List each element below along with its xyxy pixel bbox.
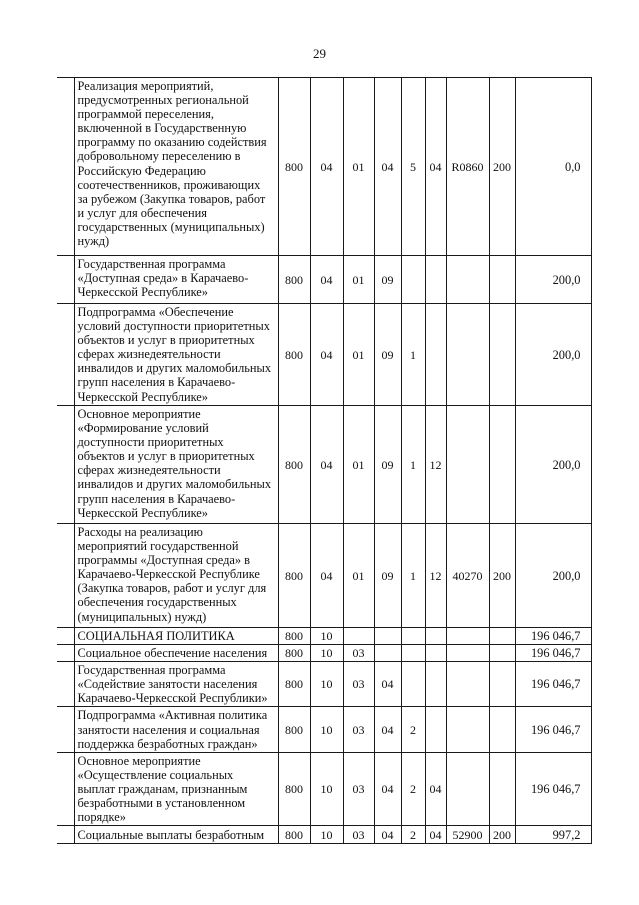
row-code-c7 [446,645,489,662]
table-row [57,645,591,662]
row-code-c8: 200 [489,524,515,628]
row-code-c1: 800 [278,662,310,707]
row-name: Государственная программа «Доступная среда» в Карачаево- Черкесской Республике» [74,256,278,304]
row-code-c3: 03 [343,707,374,752]
row-code-c8: 200 [489,78,515,256]
row-code-c2: 04 [310,304,343,406]
row-name: Подпрограмма «Обеспечение условий доступности приоритетных объектов и услуг в приоритетных сферах жизнедеятельности инвалидов и других маломобильных групп населения в Карачаево- Черкесской Республике» [74,304,278,406]
table-row [57,628,591,645]
row-code-c5 [401,645,425,662]
budget-table [57,77,592,844]
row-amount: 196 046,7 [515,662,591,707]
row-code-c5 [401,256,425,304]
row-name: Социальные выплаты безработным [74,826,278,844]
row-margin-cell [57,256,74,304]
row-code-c6: 04 [425,826,446,844]
row-code-c4 [374,628,401,645]
row-code-c6 [425,707,446,752]
table-row [57,752,591,825]
row-code-c3: 01 [343,304,374,406]
row-code-c7 [446,707,489,752]
row-code-c3: 03 [343,826,374,844]
row-code-c2: 04 [310,256,343,304]
row-code-c2: 10 [310,826,343,844]
row-margin-cell [57,78,74,256]
row-code-c6 [425,662,446,707]
row-amount: 196 046,7 [515,645,591,662]
row-margin-cell [57,752,74,825]
row-code-c1: 800 [278,406,310,524]
row-name: Основное мероприятие «Формирование условий доступности приоритетных объектов и услуг в приоритетных сферах жизнедеятельности инвалидов и других маломобильных групп населения в Карачаево- Черкесской Республике» [74,406,278,524]
row-amount: 196 046,7 [515,628,591,645]
row-code-c4: 04 [374,707,401,752]
row-code-c7: R0860 [446,78,489,256]
row-amount: 200,0 [515,256,591,304]
row-code-c1: 800 [278,645,310,662]
row-code-c8 [489,406,515,524]
row-amount: 200,0 [515,304,591,406]
row-code-c7 [446,406,489,524]
row-code-c2: 04 [310,78,343,256]
row-code-c1: 800 [278,78,310,256]
row-code-c5: 1 [401,524,425,628]
row-code-c3: 03 [343,662,374,707]
row-code-c1: 800 [278,752,310,825]
row-margin-cell [57,524,74,628]
row-code-c3 [343,628,374,645]
row-code-c4 [374,645,401,662]
row-margin-cell [57,628,74,645]
row-code-c2: 04 [310,524,343,628]
row-code-c8 [489,304,515,406]
table-row [57,304,591,406]
row-code-c2: 10 [310,628,343,645]
table-row [57,406,591,524]
row-code-c4: 09 [374,256,401,304]
table-row [57,662,591,707]
row-name: СОЦИАЛЬНАЯ ПОЛИТИКА [74,628,278,645]
row-code-c8 [489,707,515,752]
row-name: Подпрограмма «Активная политика занятости населения и социальная поддержка безработных граждан» [74,707,278,752]
row-name: Реализация мероприятий, предусмотренных региональной программой переселения, включенной в Государственную программу по оказанию содействия добровольному переселению в Российскую Федерацию соотечественников, проживающих за рубежом (Закупка товаров, работ и услуг для обеспечения государственных (муниципальных) нужд) [74,78,278,256]
row-amount: 200,0 [515,406,591,524]
row-amount: 196 046,7 [515,707,591,752]
row-code-c1: 800 [278,304,310,406]
row-code-c5 [401,628,425,645]
row-code-c8 [489,628,515,645]
row-code-c4: 09 [374,524,401,628]
row-code-c4: 04 [374,662,401,707]
row-code-c2: 10 [310,645,343,662]
row-code-c5: 2 [401,826,425,844]
row-code-c6: 12 [425,524,446,628]
row-code-c7: 52900 [446,826,489,844]
row-code-c8: 200 [489,826,515,844]
row-code-c3: 01 [343,78,374,256]
row-code-c1: 800 [278,628,310,645]
row-code-c8 [489,645,515,662]
row-code-c4: 04 [374,78,401,256]
row-code-c2: 04 [310,406,343,524]
row-code-c2: 10 [310,707,343,752]
row-code-c6 [425,304,446,406]
row-code-c4: 04 [374,752,401,825]
row-code-c7 [446,662,489,707]
row-code-c4: 04 [374,826,401,844]
row-code-c7 [446,304,489,406]
row-code-c7 [446,256,489,304]
row-margin-cell [57,406,74,524]
row-amount: 200,0 [515,524,591,628]
row-code-c1: 800 [278,707,310,752]
row-margin-cell [57,826,74,844]
row-code-c8 [489,752,515,825]
row-code-c6: 04 [425,78,446,256]
row-code-c5: 2 [401,707,425,752]
row-code-c7: 40270 [446,524,489,628]
row-code-c1: 800 [278,524,310,628]
row-code-c5: 2 [401,752,425,825]
row-name: Основное мероприятие «Осуществление социальных выплат гражданам, признанным безработными в установленном порядке» [74,752,278,825]
row-margin-cell [57,304,74,406]
table-row [57,826,591,844]
row-name: Расходы на реализацию мероприятий государственной программы «Доступная среда» в Карачаево-Черкесской Республике (Закупка товаров, работ и услуг для обеспечения государственных (муниципальных) нужд) [74,524,278,628]
table-row [57,707,591,752]
row-amount: 196 046,7 [515,752,591,825]
row-code-c6 [425,628,446,645]
row-name: Государственная программа «Содействие занятости населения Карачаево-Черкесской Республики» [74,662,278,707]
row-amount: 0,0 [515,78,591,256]
row-margin-cell [57,645,74,662]
row-code-c3: 01 [343,524,374,628]
row-code-c5: 1 [401,406,425,524]
row-code-c6 [425,645,446,662]
row-code-c3: 03 [343,645,374,662]
row-code-c6: 12 [425,406,446,524]
row-code-c8 [489,256,515,304]
row-code-c2: 10 [310,752,343,825]
row-code-c4: 09 [374,406,401,524]
row-code-c5 [401,662,425,707]
row-margin-cell [57,662,74,707]
table-row [57,78,591,256]
row-margin-cell [57,707,74,752]
row-code-c7 [446,628,489,645]
row-code-c5: 5 [401,78,425,256]
row-code-c1: 800 [278,256,310,304]
row-code-c3: 01 [343,406,374,524]
row-code-c7 [446,752,489,825]
row-code-c1: 800 [278,826,310,844]
row-amount: 997,2 [515,826,591,844]
row-code-c3: 03 [343,752,374,825]
row-code-c4: 09 [374,304,401,406]
row-code-c2: 10 [310,662,343,707]
row-code-c5: 1 [401,304,425,406]
row-name: Социальное обеспечение населения [74,645,278,662]
row-code-c6 [425,256,446,304]
table-row [57,524,591,628]
row-code-c8 [489,662,515,707]
table-row [57,256,591,304]
page-number: 29 [313,46,326,61]
row-code-c3: 01 [343,256,374,304]
row-code-c6: 04 [425,752,446,825]
